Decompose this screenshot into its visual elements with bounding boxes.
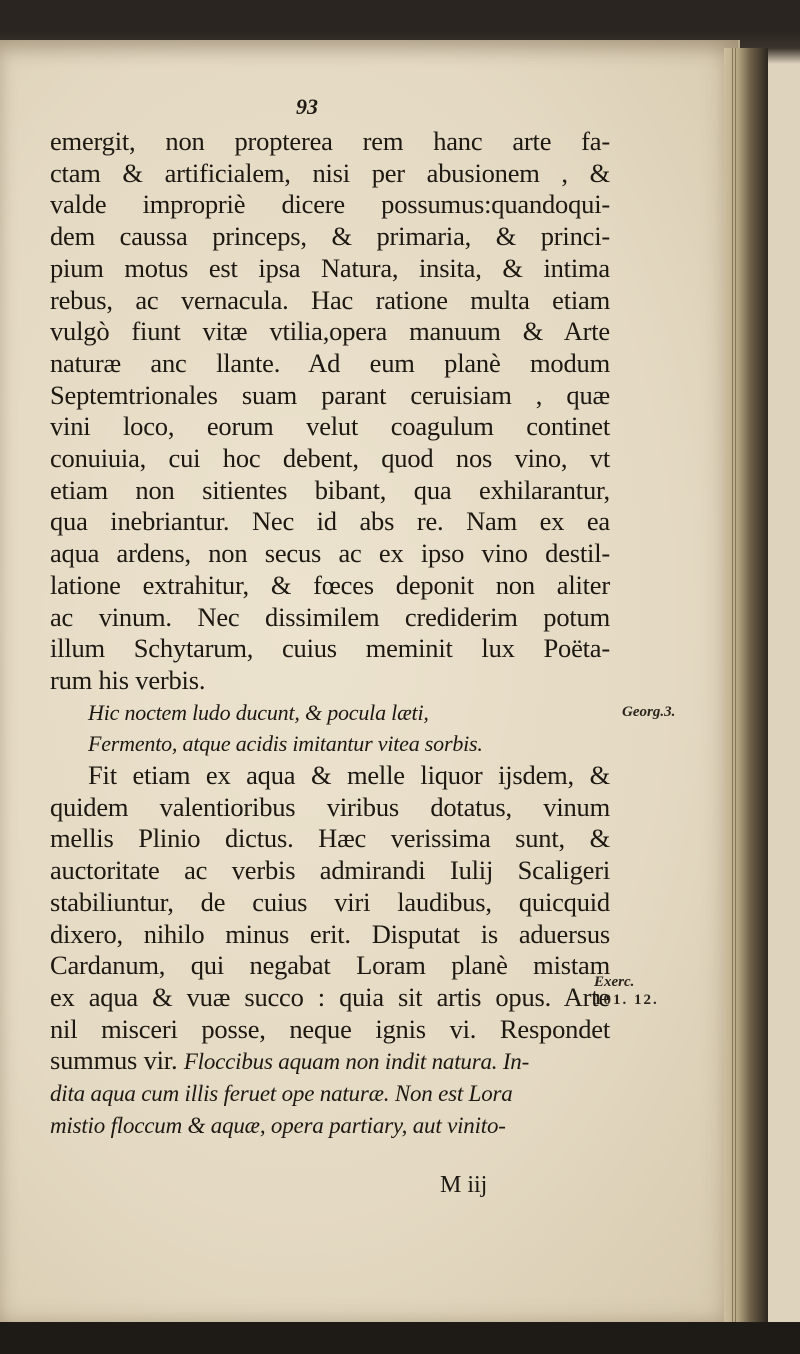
signature-mark: M iij bbox=[440, 1172, 488, 1198]
main-text bbox=[50, 126, 610, 1142]
text-line: Septemtrionales suam parant ceruisiam , quæ bbox=[50, 379, 610, 410]
text-line: vini loco, eorum velut coagulum continet bbox=[50, 411, 610, 442]
text-line: dita aqua cum illis feruet ope naturæ. Non est Lora bbox=[50, 1081, 513, 1107]
text-line: vulgò fiunt vitæ vtilia,opera manuum & Arte bbox=[50, 316, 610, 347]
text-line: rum his verbis. bbox=[50, 664, 206, 695]
margin-note-exerc-number: 101. 12. bbox=[594, 992, 659, 1008]
text-line: illum Schytarum, cuius meminit lux Poëta- bbox=[50, 633, 610, 664]
text-line: latione extrahitur, & fœces deponit non aliter bbox=[50, 569, 610, 600]
verse-line: Fermento, atque acidis imitantur vitea sorbis. bbox=[88, 731, 483, 757]
text-line: naturæ anc llante. Ad eum planè modum bbox=[50, 347, 610, 378]
text-line: Fit etiam ex aqua & melle liquor ijsdem, & bbox=[88, 760, 610, 791]
page-gutter bbox=[724, 48, 768, 1324]
page-number: 93 bbox=[296, 94, 318, 119]
text-line: pium motus est ipsa Natura, insita, & intima bbox=[50, 252, 610, 283]
margin-note-georg: Georg.3. bbox=[622, 704, 676, 720]
text-line: aqua ardens, non secus ac ex ipso vino destil- bbox=[50, 538, 610, 569]
text-line: ex aqua & vuæ succo : quia sit artis opus. Arte bbox=[50, 981, 610, 1012]
text-line: etiam non sitientes bibant, qua exhilarantur, bbox=[50, 474, 610, 505]
text-line: Cardanum, qui negabat Loram planè mistam bbox=[50, 950, 610, 981]
text-line: rebus, ac vernacula. Hac ratione multa etiam bbox=[50, 284, 610, 315]
text-line: mellis Plinio dictus. Hæc verissima sunt, & bbox=[50, 823, 610, 854]
verse-line: Hic noctem ludo ducunt, & pocula læti, bbox=[88, 699, 429, 725]
text-line: valde impropriè dicere possumus:quandoqui- bbox=[50, 189, 610, 220]
margin-note-exerc: Exerc. bbox=[594, 974, 635, 990]
text-line: mistio floccum & aquæ, opera partiary, aut vinito- bbox=[50, 1112, 506, 1138]
text-line: dem caussa princeps, & primaria, & princi- bbox=[50, 221, 610, 252]
text-line: ctam & artificialem, nisi per abusionem , & bbox=[50, 157, 610, 188]
text-line: emergit, non propterea rem hanc arte fa- bbox=[50, 126, 610, 156]
text-line: ac vinum. Nec dissimilem crediderim potum bbox=[50, 601, 610, 632]
text-line: quidem valentioribus viribus dotatus, vinum bbox=[50, 791, 610, 822]
text-line: qua inebriantur. Nec id abs re. Nam ex ea bbox=[50, 506, 610, 537]
text-roman: summus vir. bbox=[50, 1045, 178, 1076]
text-line: conuiuia, cui hoc debent, quod nos vino, vt bbox=[50, 443, 610, 474]
text-line: stabiliuntur, de cuius viri laudibus, quicquid bbox=[50, 886, 610, 917]
text-italic: Floccibus aquam non indit natura. In- bbox=[183, 1049, 530, 1075]
text-line: dixero, nihilo minus erit. Disputat is aduersus bbox=[50, 918, 610, 949]
text-line: auctoritate ac verbis admirandi Iulij Scaligeri bbox=[50, 855, 610, 886]
text-line bbox=[50, 1045, 610, 1078]
scan-bottom-edge bbox=[0, 1322, 800, 1354]
text-line: nil misceri posse, neque ignis vi. Respondet bbox=[50, 1013, 610, 1044]
